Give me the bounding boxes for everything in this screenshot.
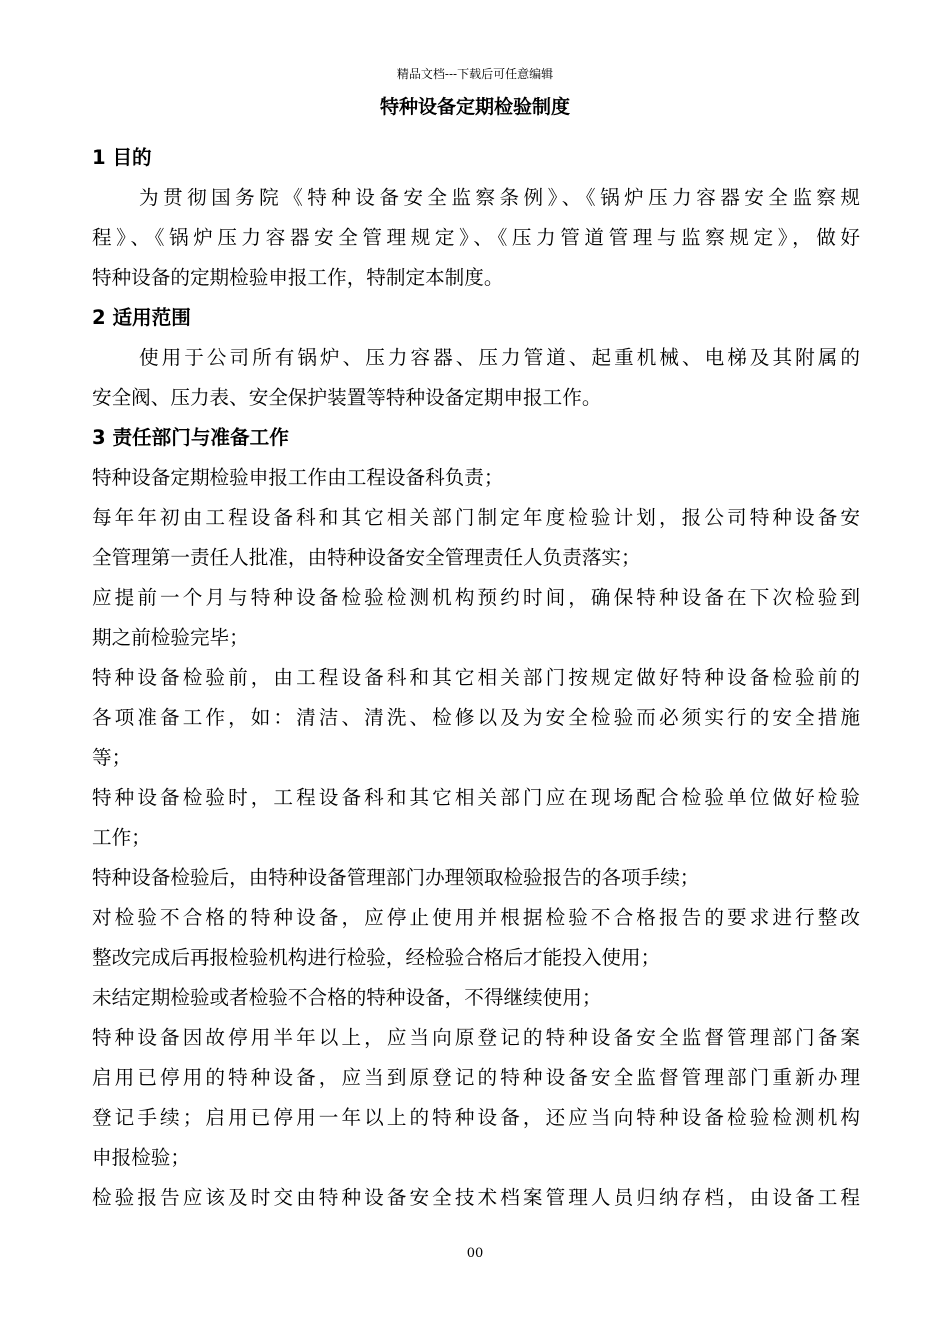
paragraph-line: 登记手续；启用已停用一年以上的特种设备，还应当向特种设备检验检测机构 — [92, 1106, 860, 1129]
page-header: 精品文档---下载后可任意编辑 — [396, 67, 554, 81]
paragraph-line: 为贯彻国务院《特种设备安全监察条例》、《锅炉压力容器安全监察规 — [139, 186, 860, 209]
document-body — [92, 138, 860, 1218]
paragraph-line: 检验报告应该及时交由特种设备安全技术档案管理人员归纳存档，由设备工程 — [92, 1186, 860, 1209]
document-title: 特种设备定期检验制度 — [379, 96, 570, 118]
paragraph-line: 未结定期检验或者检验不合格的特种设备，不得继续使用； — [92, 986, 602, 1009]
paragraph-line: 工作； — [92, 826, 151, 849]
paragraph-line: 每年年初由工程设备科和其它相关部门制定年度检验计划，报公司特种设备安 — [92, 506, 860, 529]
paragraph-line: 各项准备工作，如：清洁、清洗、检修以及为安全检验而必须实行的安全措施 — [92, 706, 860, 729]
paragraph-line: 特种设备检验后，由特种设备管理部门办理领取检验报告的各项手续； — [92, 866, 700, 889]
paragraph-line: 特种设备检验前，由工程设备科和其它相关部门按规定做好特种设备检验前的 — [92, 666, 860, 689]
paragraph-line: 申报检验； — [92, 1146, 190, 1169]
paragraph-line: 启用已停用的特种设备，应当到原登记的特种设备安全监督管理部门重新办理 — [92, 1066, 860, 1089]
paragraph-line: 特种设备因故停用半年以上，应当向原登记的特种设备安全监督管理部门备案 — [92, 1026, 860, 1049]
section-heading-scope: 2 适用范围 — [92, 306, 191, 329]
paragraph-line: 使用于公司所有锅炉、压力容器、压力管道、起重机械、电梯及其附属的 — [139, 346, 860, 369]
paragraph-line: 特种设备检验时，工程设备科和其它相关部门应在现场配合检验单位做好检验 — [92, 786, 860, 809]
paragraph-line: 特种设备的定期检验申报工作，特制定本制度。 — [92, 266, 504, 289]
page-number: 00 — [466, 1246, 484, 1261]
paragraph-line: 应提前一个月与特种设备检验检测机构预约时间，确保特种设备在下次检验到 — [92, 586, 860, 609]
paragraph-line: 特种设备定期检验申报工作由工程设备科负责； — [92, 466, 504, 489]
paragraph-line: 整改完成后再报检验机构进行检验，经检验合格后才能投入使用； — [92, 946, 661, 969]
paragraph-line: 等； — [92, 746, 132, 769]
paragraph-line: 安全阀、压力表、安全保护装置等特种设备定期申报工作。 — [92, 386, 602, 409]
section-heading-purpose: 1 目的 — [92, 146, 152, 169]
paragraph-line: 全管理第一责任人批准，由特种设备安全管理责任人负责落实； — [92, 546, 641, 569]
paragraph-line: 期之前检验完毕； — [92, 626, 249, 649]
section-heading-responsibility: 3 责任部门与准备工作 — [92, 426, 289, 449]
paragraph-line: 程》、《锅炉压力容器安全管理规定》、《压力管道管理与监察规定》，做好 — [92, 226, 860, 249]
paragraph-line: 对检验不合格的特种设备，应停止使用并根据检验不合格报告的要求进行整改 — [92, 906, 860, 929]
